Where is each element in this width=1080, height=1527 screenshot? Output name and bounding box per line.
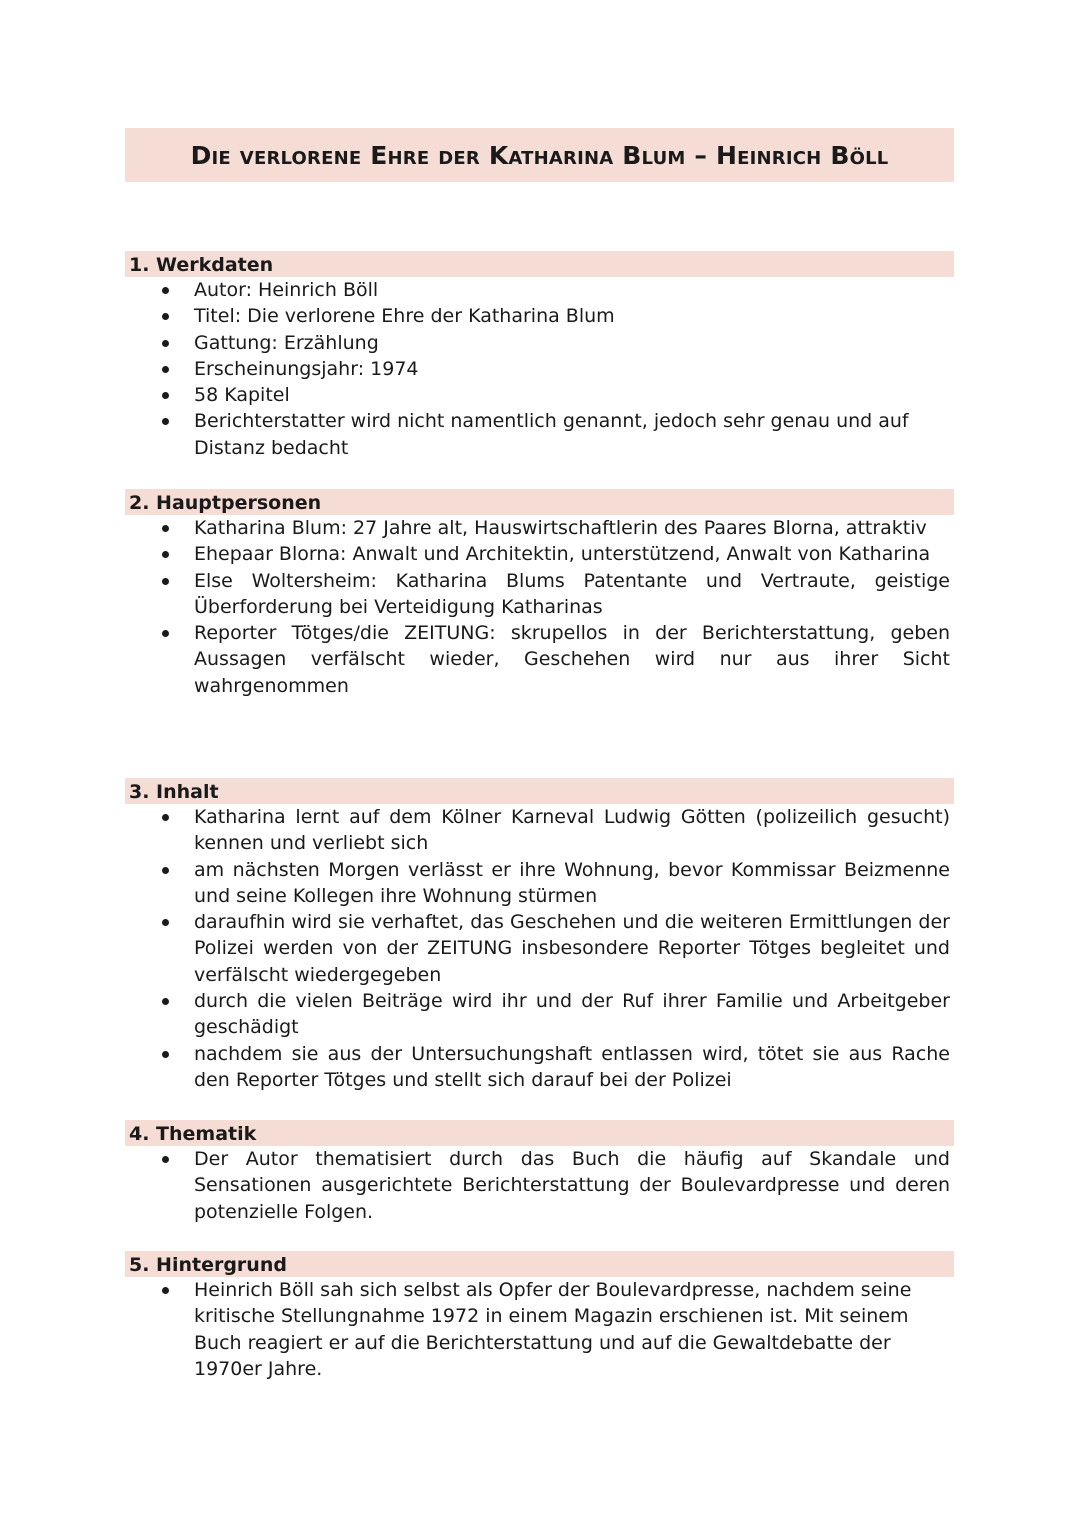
list-item: Autor: Heinrich Böll	[125, 277, 954, 303]
document-title: Die verlorene Ehre der Katharina Blum – Heinrich Böll	[190, 140, 889, 170]
list-item: Else Woltersheim: Katharina Blums Patentante und Vertraute, geistige Überforderung bei Verteidigung Katharinas	[125, 568, 954, 621]
list-item: Reporter Tötges/die ZEITUNG: skrupellos in der Berichterstattung, geben Aussagen verfälscht wieder, Geschehen wird nur aus ihrer Sicht wahrgenommen	[125, 620, 954, 699]
list-item: daraufhin wird sie verhaftet, das Geschehen und die weiteren Ermittlungen der Polizei werden von der ZEITUNG insbesondere Reporter Tötges begleitet und verfälscht wiedergegeben	[125, 909, 954, 988]
list-item: Berichterstatter wird nicht namentlich genannt, jedoch sehr genau und auf Distanz bedacht	[125, 408, 954, 461]
bullet-list	[125, 1277, 954, 1382]
bullet-list	[125, 1146, 954, 1225]
list-item: nachdem sie aus der Untersuchungshaft entlassen wird, tötet sie aus Rache den Reporter Tötges und stellt sich darauf bei der Polizei	[125, 1041, 954, 1094]
section-heading: 4. Thematik	[125, 1120, 954, 1146]
bullet-list	[125, 515, 954, 699]
list-item: Katharina Blum: 27 Jahre alt, Hauswirtschaftlerin des Paares Blorna, attraktiv	[125, 515, 954, 541]
section-werkdaten	[125, 251, 954, 461]
list-item: Ehepaar Blorna: Anwalt und Architektin, unterstützend, Anwalt von Katharina	[125, 541, 954, 567]
section-heading: 5. Hintergrund	[125, 1251, 954, 1277]
bullet-list	[125, 277, 954, 461]
list-item: durch die vielen Beiträge wird ihr und der Ruf ihrer Familie und Arbeitgeber geschädigt	[125, 988, 954, 1041]
list-item: Heinrich Böll sah sich selbst als Opfer der Boulevardpresse, nachdem seine kritische Stellungnahme 1972 in einem Magazin erschienen ist. Mit seinem Buch reagiert er auf die Berichterstattung und auf die Gewaltdebatte der 1970er Jahre.	[125, 1277, 954, 1382]
section-hauptpersonen	[125, 489, 954, 699]
list-item: am nächsten Morgen verlässt er ihre Wohnung, bevor Kommissar Beizmenne und seine Kollegen ihre Wohnung stürmen	[125, 857, 954, 910]
list-item: Erscheinungsjahr: 1974	[125, 356, 954, 382]
section-heading: 1. Werkdaten	[125, 251, 954, 277]
section-heading: 2. Hauptpersonen	[125, 489, 954, 515]
title-bar	[125, 128, 954, 182]
section-inhalt	[125, 778, 954, 1093]
section-heading: 3. Inhalt	[125, 778, 954, 804]
list-item: Titel: Die verlorene Ehre der Katharina Blum	[125, 303, 954, 329]
section-thematik	[125, 1120, 954, 1225]
list-item: Gattung: Erzählung	[125, 330, 954, 356]
bullet-list	[125, 804, 954, 1093]
section-hintergrund	[125, 1251, 954, 1382]
list-item: 58 Kapitel	[125, 382, 954, 408]
list-item: Der Autor thematisiert durch das Buch die häufig auf Skandale und Sensationen ausgerichtete Berichterstattung der Boulevardpresse und deren potenzielle Folgen.	[125, 1146, 954, 1225]
list-item: Katharina lernt auf dem Kölner Karneval Ludwig Götten (polizeilich gesucht) kennen und verliebt sich	[125, 804, 954, 857]
